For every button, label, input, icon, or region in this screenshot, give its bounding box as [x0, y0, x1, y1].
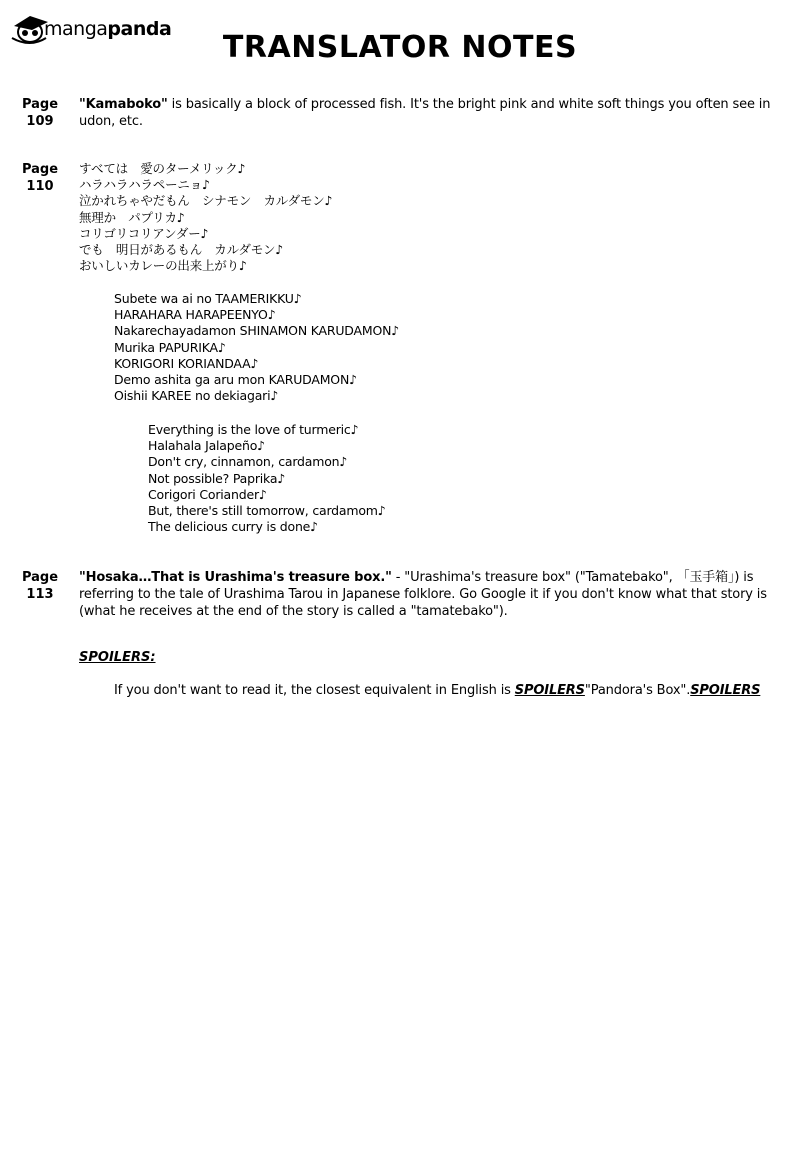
- lyric-line: でも 明日があるもん カルダモン♪: [79, 242, 284, 258]
- page-number: 113: [26, 587, 54, 602]
- page-label-110: [20, 161, 60, 195]
- note-113: [79, 569, 784, 620]
- lyric-line: KORIGORI KORIANDAA♪: [114, 355, 259, 371]
- page-word: Page: [21, 162, 59, 177]
- page-label-113: [20, 569, 60, 603]
- lyric-line: Nakarechayadamon SHINAMON KARUDAMON♪: [114, 323, 400, 339]
- lyric-line: コリゴリコリアンダー♪: [79, 225, 209, 241]
- lyric-line: HARAHARA HARAPEENYO♪: [114, 307, 276, 323]
- lyric-line: Oishii KAREE no dekiagari♪: [114, 388, 279, 404]
- lyric-line: Corigori Coriander♪: [148, 486, 267, 502]
- lyric-line: Halahala Jalapeño♪: [148, 438, 265, 454]
- spoiler-tag: SPOILERS: [514, 683, 585, 698]
- lyric-line: おいしいカレーの出来上がり♪: [79, 258, 247, 274]
- romaji-lyrics: [114, 291, 399, 404]
- page-label-109: [20, 96, 60, 130]
- japanese-lyrics: [79, 161, 784, 274]
- page-title: TRANSLATOR NOTES: [222, 30, 578, 65]
- lyric-line: Don't cry, cinnamon, cardamon♪: [148, 454, 348, 470]
- lyric-line: Not possible? Paprika♪: [148, 470, 286, 486]
- lyric-line: Everything is the love of turmeric♪: [148, 422, 359, 437]
- lyric-line: Demo ashita ga aru mon KARUDAMON♪: [114, 372, 357, 388]
- logo-manga-text: manga: [44, 18, 108, 40]
- page-word: Page: [21, 97, 59, 112]
- lyric-line: ハラハラハラペーニョ♪: [79, 177, 210, 193]
- page-word: Page: [21, 570, 59, 585]
- spoilers-heading: SPOILERS:: [79, 650, 156, 665]
- note-text: is basically a block of processed fish. It's the bright pink and white soft things you often see in udon, etc.: [79, 97, 771, 129]
- note-text: - "Urashima's treasure box" ("Tamatebako", 「玉手箱」) is referring to the tale of Urashima Tarou in Japanese folklore. Go Google it if you don't know what that story is (what he receives at the end of the story is called a "tamatebako").: [79, 570, 767, 619]
- note-term: "Kamaboko": [79, 97, 168, 112]
- lyric-line: 無理か パプリカ♪: [79, 209, 185, 225]
- lyric-line: The delicious curry is done♪: [148, 519, 318, 535]
- lyric-line: 泣かれちゃやだもん シナモン カルダモン♪: [79, 193, 333, 209]
- english-lyrics: [148, 422, 386, 535]
- spoilers-line: [114, 683, 760, 698]
- page-number: 109: [26, 114, 54, 129]
- lyric-line: すべては 愛のターメリック♪: [79, 161, 246, 176]
- note-term: "Hosaka…That is Urashima's treasure box.": [79, 570, 392, 585]
- logo-panda-text: panda: [107, 18, 172, 40]
- spoiler-tag: SPOILERS: [690, 683, 761, 698]
- spoilers-lead: If you don't want to read it, the closest equivalent in English is: [114, 683, 515, 698]
- spoiler-answer: "Pandora's Box".: [584, 683, 691, 698]
- lyric-line: Murika PAPURIKA♪: [114, 339, 226, 355]
- note-109: [79, 96, 784, 130]
- page-number: 110: [26, 179, 54, 194]
- lyric-line: Subete wa ai no TAAMERIKKU♪: [114, 291, 302, 306]
- lyric-line: But, there's still tomorrow, cardamom♪: [148, 503, 386, 519]
